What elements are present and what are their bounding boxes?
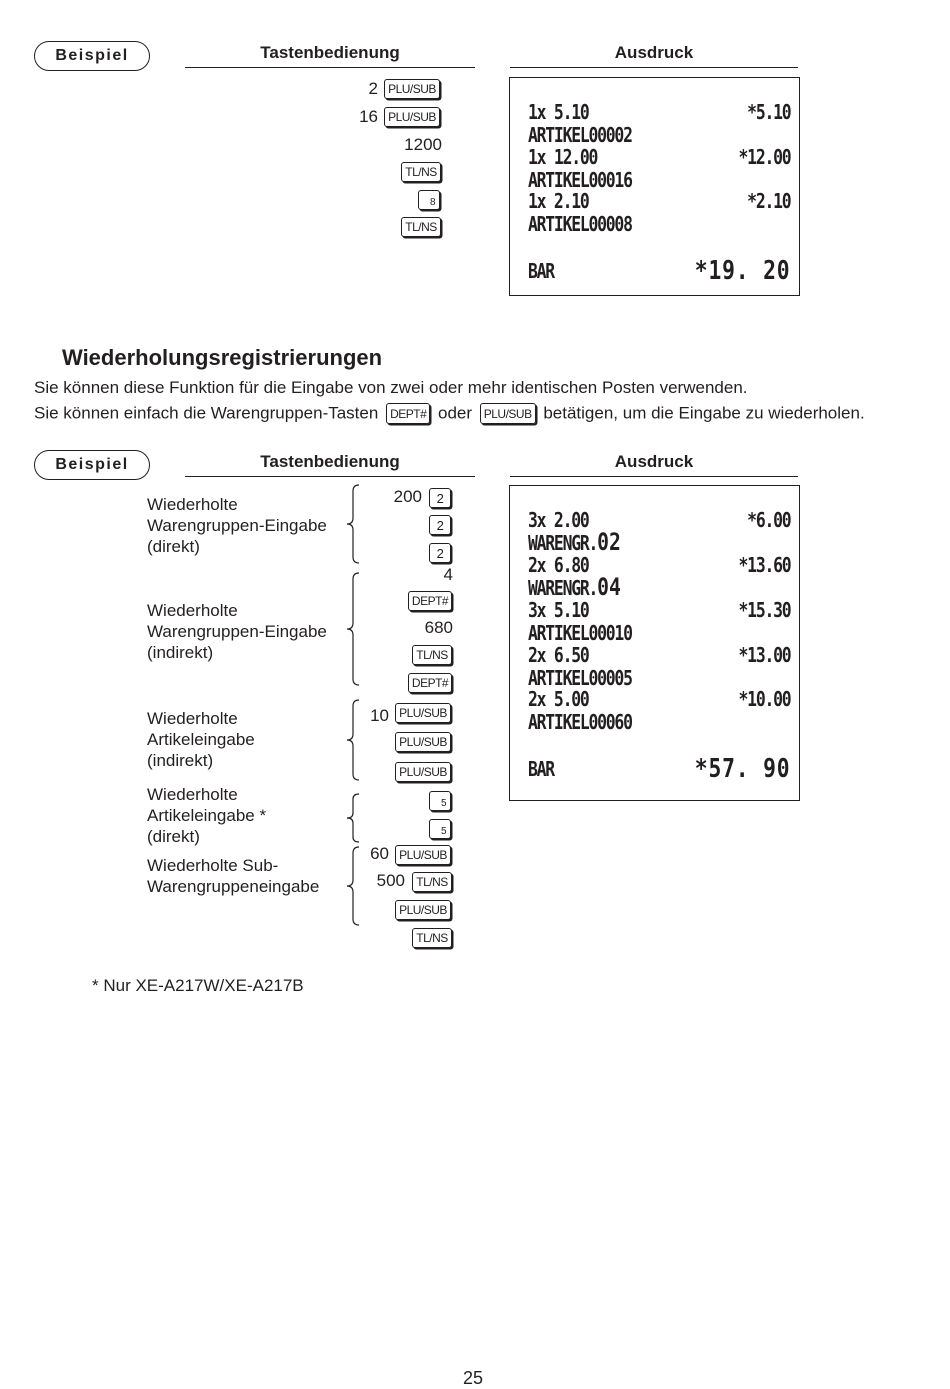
number-key-2: 2 xyxy=(429,543,451,563)
receipt-line xyxy=(528,599,790,621)
receipt-item-name xyxy=(528,710,632,733)
footnote: * Nur XE-A217W/XE-A217B xyxy=(92,976,304,995)
page-number: 25 xyxy=(463,1368,484,1388)
input-value: 2 xyxy=(368,79,378,98)
number-key-8: 8 xyxy=(418,190,440,210)
column-rule-keys-2 xyxy=(185,476,475,477)
receipt-item-text: ARTIKEL00060 xyxy=(528,710,632,734)
input-value: 680 xyxy=(424,618,453,637)
receipt-line xyxy=(528,554,790,576)
example-badge-label: Beispiel xyxy=(55,47,129,64)
receipt-item-text: ARTIKEL00002 xyxy=(528,123,632,147)
receipt-total-amount: *19. 20 xyxy=(694,256,791,286)
tl-ns-key: TL/NS xyxy=(401,217,441,237)
receipt-qty-price: 1x 12.00 xyxy=(528,145,598,169)
tl-ns-key: TL/NS xyxy=(401,162,441,182)
input-value: 16 xyxy=(359,107,378,126)
receipt-item-code: 02 xyxy=(597,528,621,556)
plu-sub-key: PLU/SUB xyxy=(395,900,451,920)
receipt-qty-price: 2x 6.50 xyxy=(528,643,589,667)
receipt-qty-price: 3x 2.00 xyxy=(528,508,589,532)
receipt-item-text: ARTIKEL00008 xyxy=(528,212,632,236)
receipt-amount: *13.60 xyxy=(738,553,791,577)
group-label-line: Warengruppen-Eingabe xyxy=(147,622,327,641)
column-heading-keys-1: Tastenbedienung xyxy=(260,43,400,62)
tl-ns-key: TL/NS xyxy=(412,872,452,892)
group-label-dept-indirect xyxy=(147,600,327,663)
receipt-qty-price: 2x 5.00 xyxy=(528,687,589,711)
group-label-line: Wiederholte xyxy=(147,495,238,514)
receipt-line xyxy=(528,146,790,168)
section-heading: Wiederholungsregistrierungen xyxy=(62,345,383,370)
receipt-total-line xyxy=(528,256,791,286)
receipt-total-label: BAR xyxy=(528,757,554,781)
receipt-amount: *6.00 xyxy=(747,508,791,532)
receipt-item-name xyxy=(528,528,621,556)
group-label-line: Wiederholte xyxy=(147,785,238,804)
group-label-line: Wiederholte Sub- xyxy=(147,856,279,875)
receipt-amount: *5.10 xyxy=(747,100,791,124)
plu-sub-key: PLU/SUB xyxy=(395,732,451,752)
paragraph-text: Sie können einfach die Warengruppen-Tasten xyxy=(34,403,379,423)
dept-key-inline: DEPT# xyxy=(386,403,430,424)
group-label-line: (indirekt) xyxy=(147,751,214,770)
column-rule-keys-1 xyxy=(185,67,475,68)
receipt-item-text: WARENGR. xyxy=(528,576,598,600)
receipt-item-name xyxy=(528,666,632,689)
number-key-2: 2 xyxy=(429,515,451,535)
input-value: 200 xyxy=(393,487,422,506)
receipt-line xyxy=(528,688,790,710)
column-heading-print-2: Ausdruck xyxy=(614,452,694,471)
plu-sub-key: PLU/SUB xyxy=(395,845,451,865)
receipt-amount: *12.00 xyxy=(738,145,791,169)
receipt-qty-price: 3x 5.10 xyxy=(528,598,589,622)
receipt-total-line xyxy=(528,754,791,784)
tl-ns-key: TL/NS xyxy=(412,645,452,665)
group-label-line: Wiederholte xyxy=(147,709,238,728)
group-label-line: (direkt) xyxy=(147,537,200,556)
column-rule-print-2 xyxy=(510,476,798,477)
section-paragraph-2 xyxy=(34,403,865,424)
section-paragraph-1: Sie können diese Funktion für die Eingabe von zwei oder mehr identischen Posten verwenden. xyxy=(34,378,748,397)
group-label-dept-direct xyxy=(147,494,327,557)
receipt-1 xyxy=(509,77,800,296)
group-label-line: Artikeleingabe xyxy=(147,730,255,749)
receipt-item-name xyxy=(528,168,632,191)
column-rule-print-1 xyxy=(510,67,798,68)
receipt-total-amount: *57. 90 xyxy=(694,754,791,784)
group-label-plu-direct xyxy=(147,784,266,847)
group-label-line: (direkt) xyxy=(147,827,200,846)
group-label-line: Warengruppeneingabe xyxy=(147,877,320,896)
receipt-line xyxy=(528,509,790,531)
receipt-line xyxy=(528,190,790,212)
number-key-2: 2 xyxy=(429,488,451,508)
receipt-item-text: ARTIKEL00005 xyxy=(528,666,632,690)
plu-sub-key: PLU/SUB xyxy=(395,703,451,723)
brace-icon xyxy=(344,572,362,686)
dept-key: DEPT# xyxy=(408,673,452,693)
input-value: 4 xyxy=(443,565,453,584)
receipt-line xyxy=(528,101,790,123)
plu-sub-key: PLU/SUB xyxy=(384,79,440,99)
paragraph-text: oder xyxy=(437,403,473,423)
example-badge-2 xyxy=(34,450,150,480)
receipt-amount: *10.00 xyxy=(738,687,791,711)
group-label-line: Artikeleingabe * xyxy=(147,806,267,825)
receipt-qty-price: 2x 6.80 xyxy=(528,553,589,577)
brace-icon xyxy=(344,846,362,926)
tl-ns-key: TL/NS xyxy=(412,928,452,948)
plu-sub-key-inline: PLU/SUB xyxy=(480,403,536,424)
receipt-qty-price: 1x 5.10 xyxy=(528,100,589,124)
receipt-2 xyxy=(509,485,800,801)
receipt-item-text: WARENGR. xyxy=(528,531,598,555)
receipt-line xyxy=(528,644,790,666)
column-heading-keys-2: Tastenbedienung xyxy=(260,452,400,471)
column-heading-print-1: Ausdruck xyxy=(614,43,694,62)
group-label-line: Warengruppen-Eingabe xyxy=(147,516,327,535)
paragraph-text: betätigen, um die Eingabe zu wiederholen. xyxy=(543,403,865,423)
receipt-item-name xyxy=(528,212,632,235)
input-value: 1200 xyxy=(404,135,442,154)
example-badge-label: Beispiel xyxy=(55,456,129,473)
receipt-item-text: ARTIKEL00016 xyxy=(528,168,632,192)
receipt-total-label: BAR xyxy=(528,259,554,283)
brace-icon xyxy=(344,793,362,843)
receipt-item-code: 04 xyxy=(597,573,621,601)
group-label-line: (indirekt) xyxy=(147,643,214,662)
number-key-5: 5 xyxy=(429,819,451,839)
plu-sub-key: PLU/SUB xyxy=(384,107,440,127)
group-label-sub-dept xyxy=(147,855,319,897)
plu-sub-key: PLU/SUB xyxy=(395,762,451,782)
receipt-amount: *15.30 xyxy=(738,598,791,622)
group-label-line: Wiederholte xyxy=(147,601,238,620)
receipt-item-text: ARTIKEL00010 xyxy=(528,621,632,645)
receipt-item-name xyxy=(528,573,621,601)
example-badge-1 xyxy=(34,41,150,71)
receipt-item-name xyxy=(528,123,632,146)
number-key-5: 5 xyxy=(429,791,451,811)
input-value: 500 xyxy=(376,871,405,890)
receipt-qty-price: 1x 2.10 xyxy=(528,189,589,213)
receipt-amount: *2.10 xyxy=(747,189,791,213)
dept-key: DEPT# xyxy=(408,591,452,611)
receipt-amount: *13.00 xyxy=(738,643,791,667)
input-value: 10 xyxy=(370,706,389,725)
input-value: 60 xyxy=(370,844,389,863)
receipt-item-name xyxy=(528,621,632,644)
brace-icon xyxy=(344,699,362,781)
group-label-plu-indirect xyxy=(147,708,255,771)
brace-icon xyxy=(344,484,362,564)
